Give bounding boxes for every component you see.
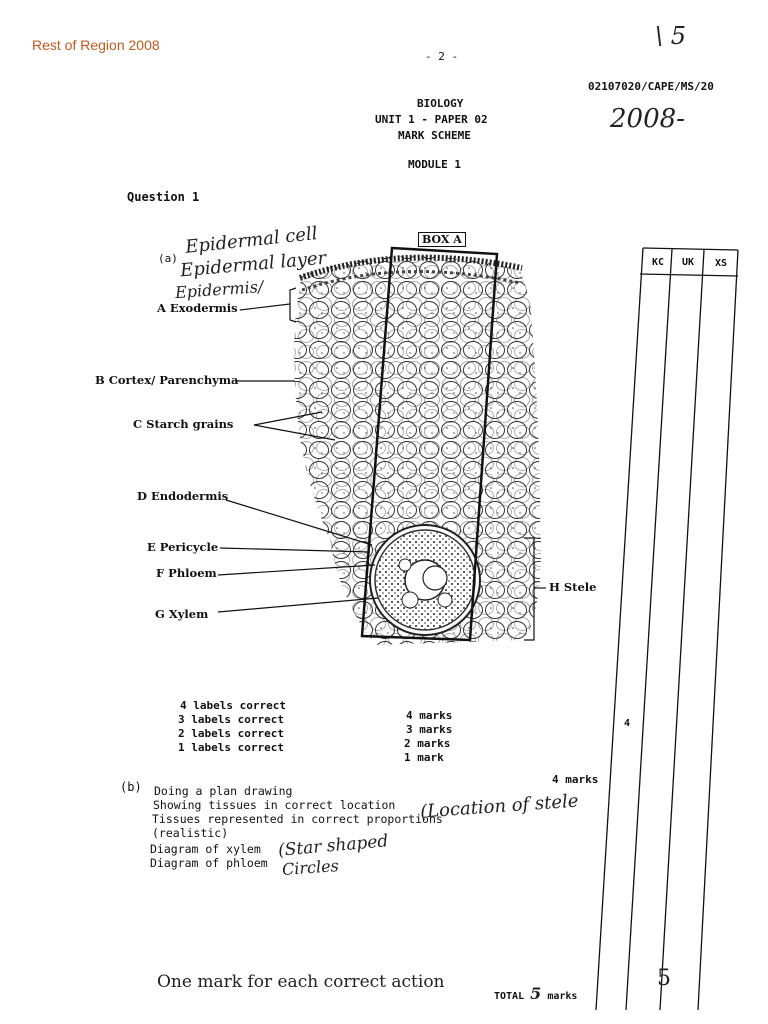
part-a-label: (a) xyxy=(158,252,178,265)
unit-title: UNIT 1 - PAPER 02 xyxy=(375,113,488,126)
part-b-line-4: (realistic) xyxy=(152,826,229,840)
kc-mark-value: 4 xyxy=(624,718,631,729)
subject-title: BIOLOGY xyxy=(417,97,464,110)
handwritten-epidermal-layer: Epidermal layer xyxy=(179,247,328,282)
label-exodermis: A Exodermis xyxy=(157,301,238,315)
box-a-label: BOX A xyxy=(418,232,466,247)
handwritten-location-of-stele: (Location of stele xyxy=(419,790,580,823)
corner-handwritten-mark: \ 5 xyxy=(655,22,686,50)
part-b-line-2: Showing tissues in correct location xyxy=(153,798,396,812)
handwritten-total-value: 5 xyxy=(530,984,542,1003)
handwritten-circles: Circles xyxy=(281,856,340,879)
label-starch-grains: C Starch grains xyxy=(133,417,234,431)
scoring-label-4: 4 labels correct xyxy=(180,699,286,712)
label-pericycle: E Pericycle xyxy=(147,540,219,554)
scoring-marks-2: 2 marks xyxy=(404,737,451,750)
handwritten-star-shaped: (Star shaped xyxy=(277,831,390,861)
total-label-word: TOTAL xyxy=(494,991,525,1002)
label-cortex: B Cortex/ Parenchyma xyxy=(95,373,239,387)
column-header-uk: UK xyxy=(681,257,695,268)
part-b-line-6: Diagram of phloem xyxy=(150,856,268,870)
scoring-label-3: 3 labels correct xyxy=(178,713,284,726)
handwritten-year: 2008- xyxy=(610,104,685,134)
scoring-label-1: 1 labels correct xyxy=(178,741,284,754)
handwritten-epidermal-cell: Epidermal cell xyxy=(184,223,319,258)
part-b-label: (b) xyxy=(120,780,142,794)
scoring-marks-4: 4 marks xyxy=(406,709,453,722)
column-header-xs: XS xyxy=(714,258,728,269)
scheme-title: MARK SCHEME xyxy=(398,129,471,142)
total-label xyxy=(494,984,577,1003)
scoring-label-2: 2 labels correct xyxy=(178,727,284,740)
page-number: - 2 - xyxy=(425,50,459,63)
label-xylem: G Xylem xyxy=(155,607,209,621)
label-stele: H Stele xyxy=(549,580,597,594)
question-title: Question 1 xyxy=(127,190,200,204)
label-phloem: F Phloem xyxy=(156,566,217,580)
column-header-kc: KC xyxy=(651,257,665,268)
part-b-line-3: Tissues represented in correct proportions xyxy=(152,812,443,826)
part-b-line-5: Diagram of xylem xyxy=(150,842,261,856)
scoring-marks-3: 3 marks xyxy=(406,723,453,736)
label-endodermis: D Endodermis xyxy=(137,489,229,503)
part-b-line-1: Doing a plan drawing xyxy=(154,784,293,798)
document-code: 02107020/CAPE/MS/20 xyxy=(588,80,714,93)
total-marks-word: marks xyxy=(547,991,578,1002)
scoring-marks-1: 1 mark xyxy=(404,751,444,764)
module-title: MODULE 1 xyxy=(408,158,461,171)
handwritten-one-mark-note: One mark for each correct action xyxy=(157,972,445,992)
region-tag: Rest of Region 2008 xyxy=(32,37,160,53)
handwritten-score: 5 xyxy=(657,966,671,991)
part-a-total-marks: 4 marks xyxy=(552,773,599,786)
handwritten-epidermis: Epidermis/ xyxy=(174,276,264,303)
